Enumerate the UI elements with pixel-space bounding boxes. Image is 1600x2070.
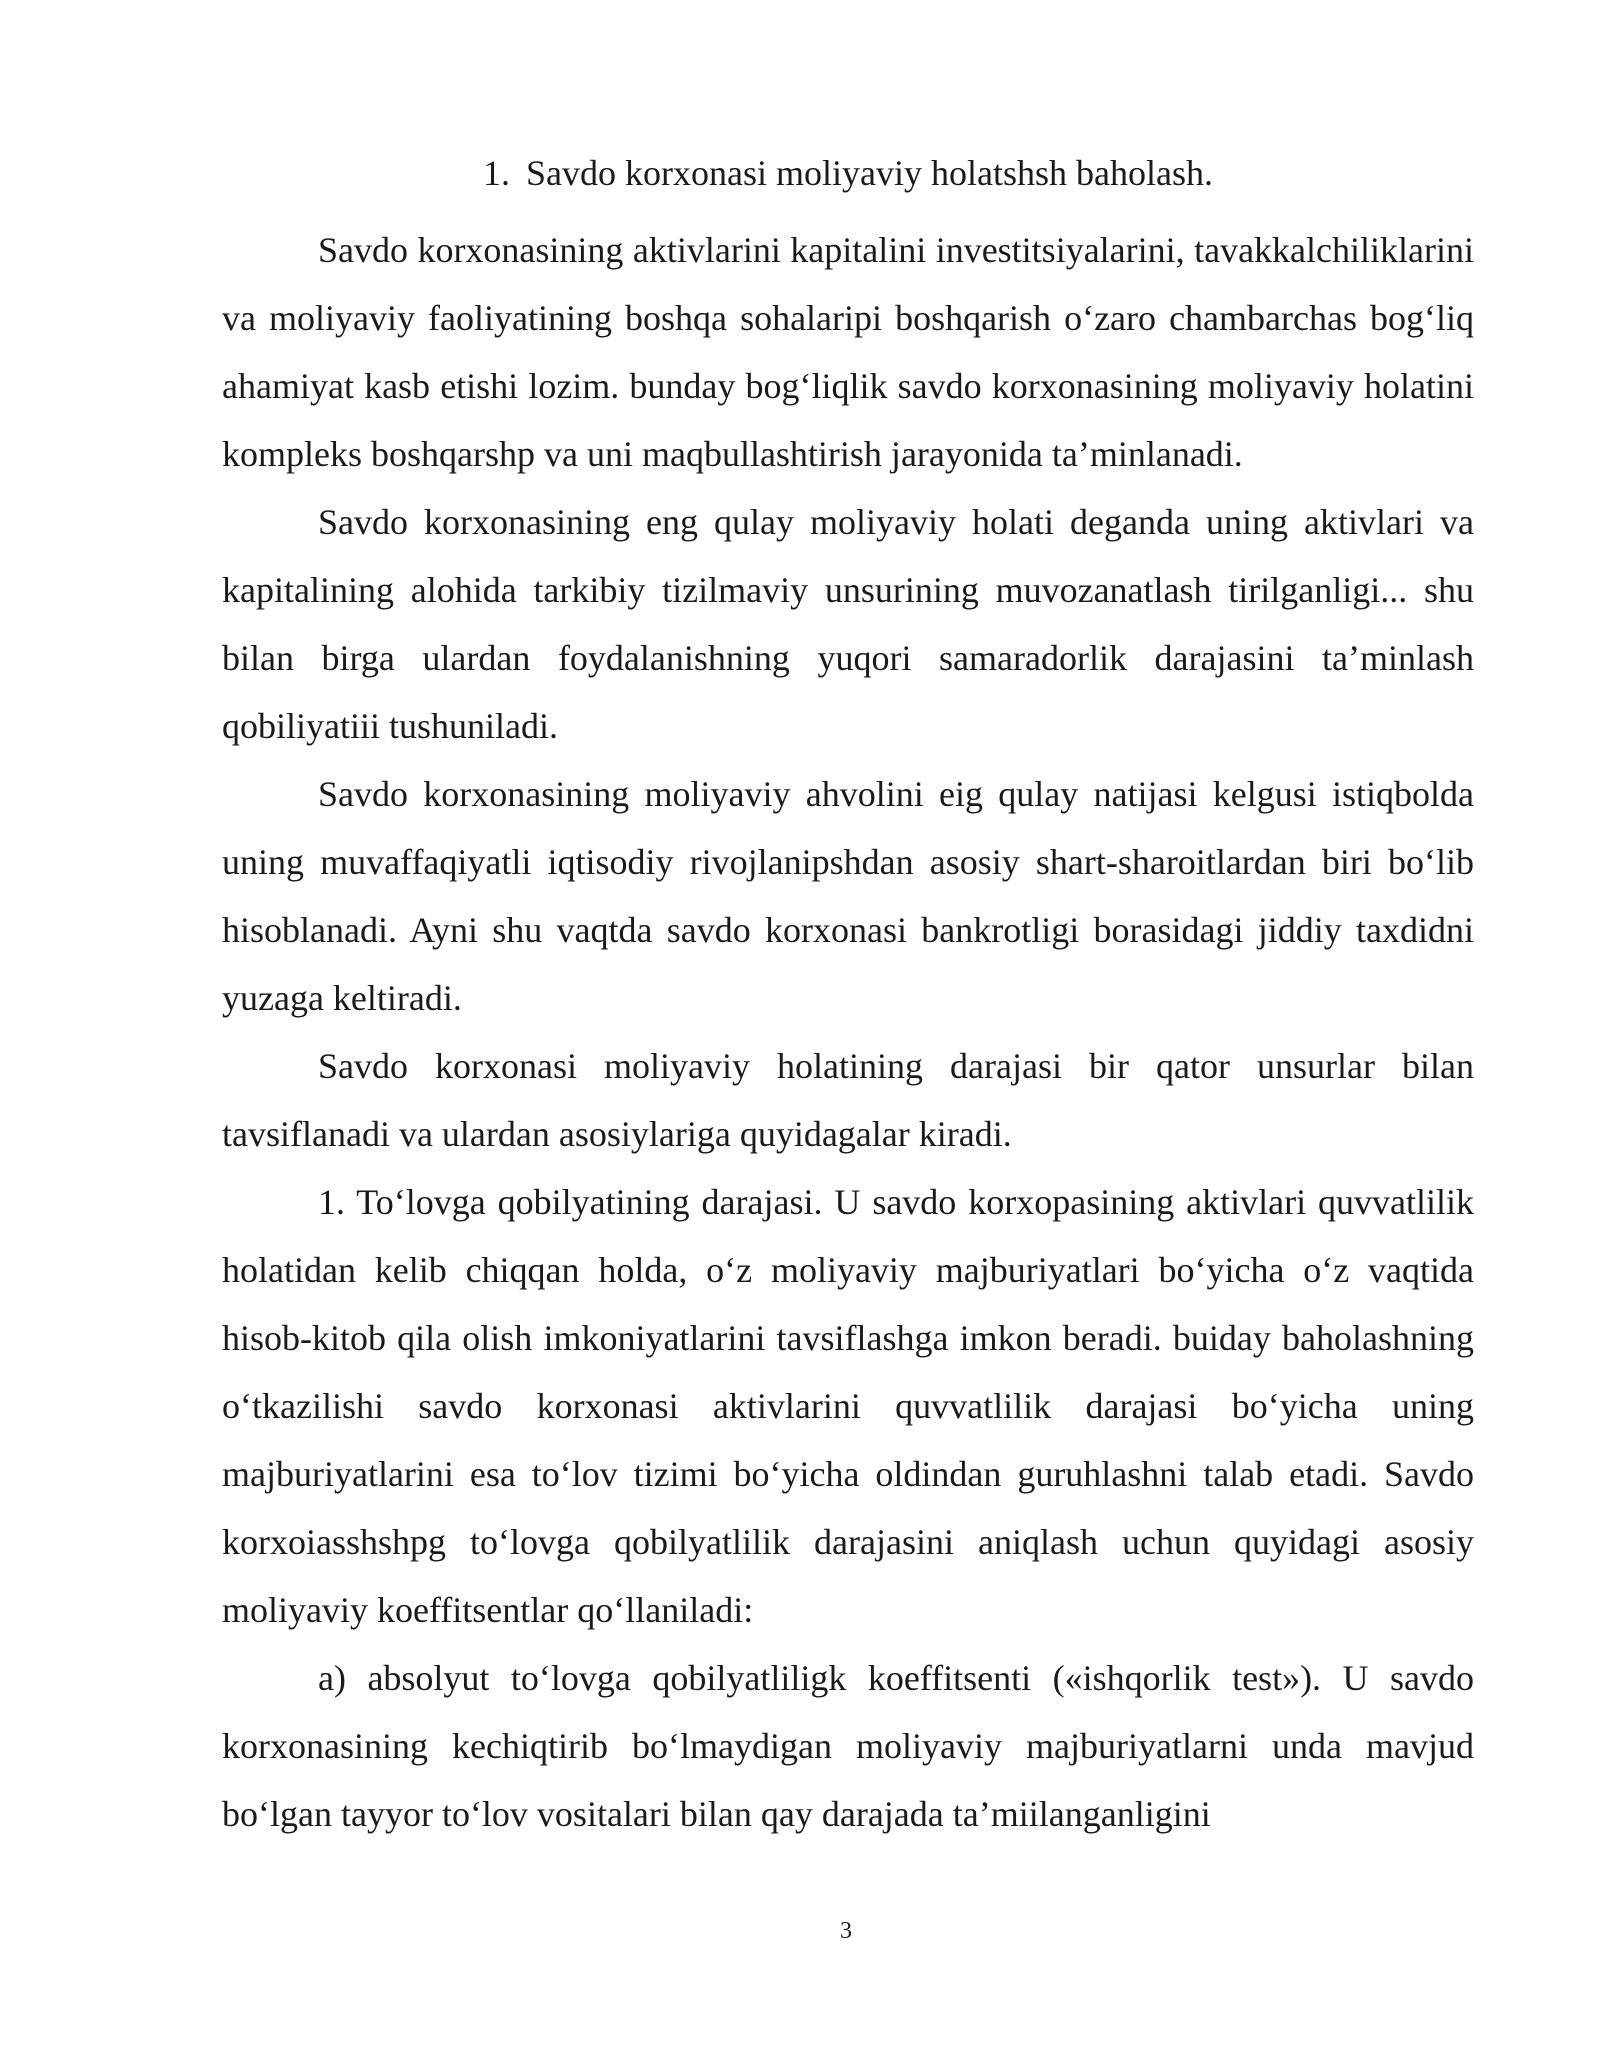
paragraph-3: Savdo korxonasining moliyaviy ahvolini eig qulay natijasi kelgusi istiqbolda uning muvaffaqiyatli iqtisodiy rivojlanipshdan asosiy shart-sharoitlardan biri bo‘lib hisoblanadi. Ayni shu vaqtda savdo korxonasi bankrotligi borasidagi jiddiy taxdidni yuzaga keltiradi. [222, 774, 1474, 1018]
paragraph-4: Savdo korxonasi moliyaviy holatining darajasi bir qator unsurlar bilan tavsiflanadi va ulardan asosiylariga quyidagalar kiradi. [222, 1046, 1474, 1154]
page-number: 3 [840, 1918, 852, 1944]
section-number: 1. [483, 153, 511, 193]
section-heading [222, 148, 1474, 198]
section-title: Savdo korxonasi moliyaviy holatshsh baholash. [526, 153, 1213, 193]
paragraph-1: Savdo korxonasining aktivlarini kapitalini investitsiyalarini, tavakkalchiliklarini va moliyaviy faoliyatining boshqa sohalaripi boshqarish o‘zaro chambarchas bog‘liq ahamiyat kasb etishi lozim. bunday bog‘liqlik savdo korxonasining moliyaviy holatini kompleks boshqarshp va uni maqbullashtirish jarayonida ta’minlanadi. [222, 230, 1474, 474]
paragraph-5: 1. To‘lovga qobilyatining darajasi. U savdo korxopasining aktivlari quvvatlilik holatidan kelib chiqqan holda, o‘z moliyaviy majburiyatlari bo‘yicha o‘z vaqtida hisob-kitob qila olish imkoniyatlarini tavsiflashga imkon beradi. buiday baholashning o‘tkazilishi savdo korxonasi aktivlarini quvvatlilik darajasi bo‘yicha uning majburiyatlarini esa to‘lov tizimi bo‘yicha oldindan guruhlashni talab etadi. Savdo korxoiasshshpg to‘lovga qobilyatlilik darajasini aniqlash uchun quyidagi asosiy moliyaviy koeffitsentlar qo‘llaniladi: [222, 1182, 1474, 1630]
document-page [222, 148, 1474, 1848]
paragraph-2: Savdo korxonasining eng qulay moliyaviy holati deganda uning aktivlari va kapitalining alohida tarkibiy tizilmaviy unsurining muvozanatlash tirilganligi... shu bilan birga ulardan foydalanishning yuqori samaradorlik darajasini ta’minlash qobiliyatiii tushuniladi. [222, 502, 1474, 746]
paragraph-6: a) absolyut to‘lovga qobilyatliligk koeffitsenti («ishqorlik test»). U savdo korxonasining kechiqtirib bo‘lmaydigan moliyaviy majburiyatlarni unda mavjud bo‘lgan tayyor to‘lov vositalari bilan qay darajada ta’miilanganligini [222, 1658, 1474, 1834]
